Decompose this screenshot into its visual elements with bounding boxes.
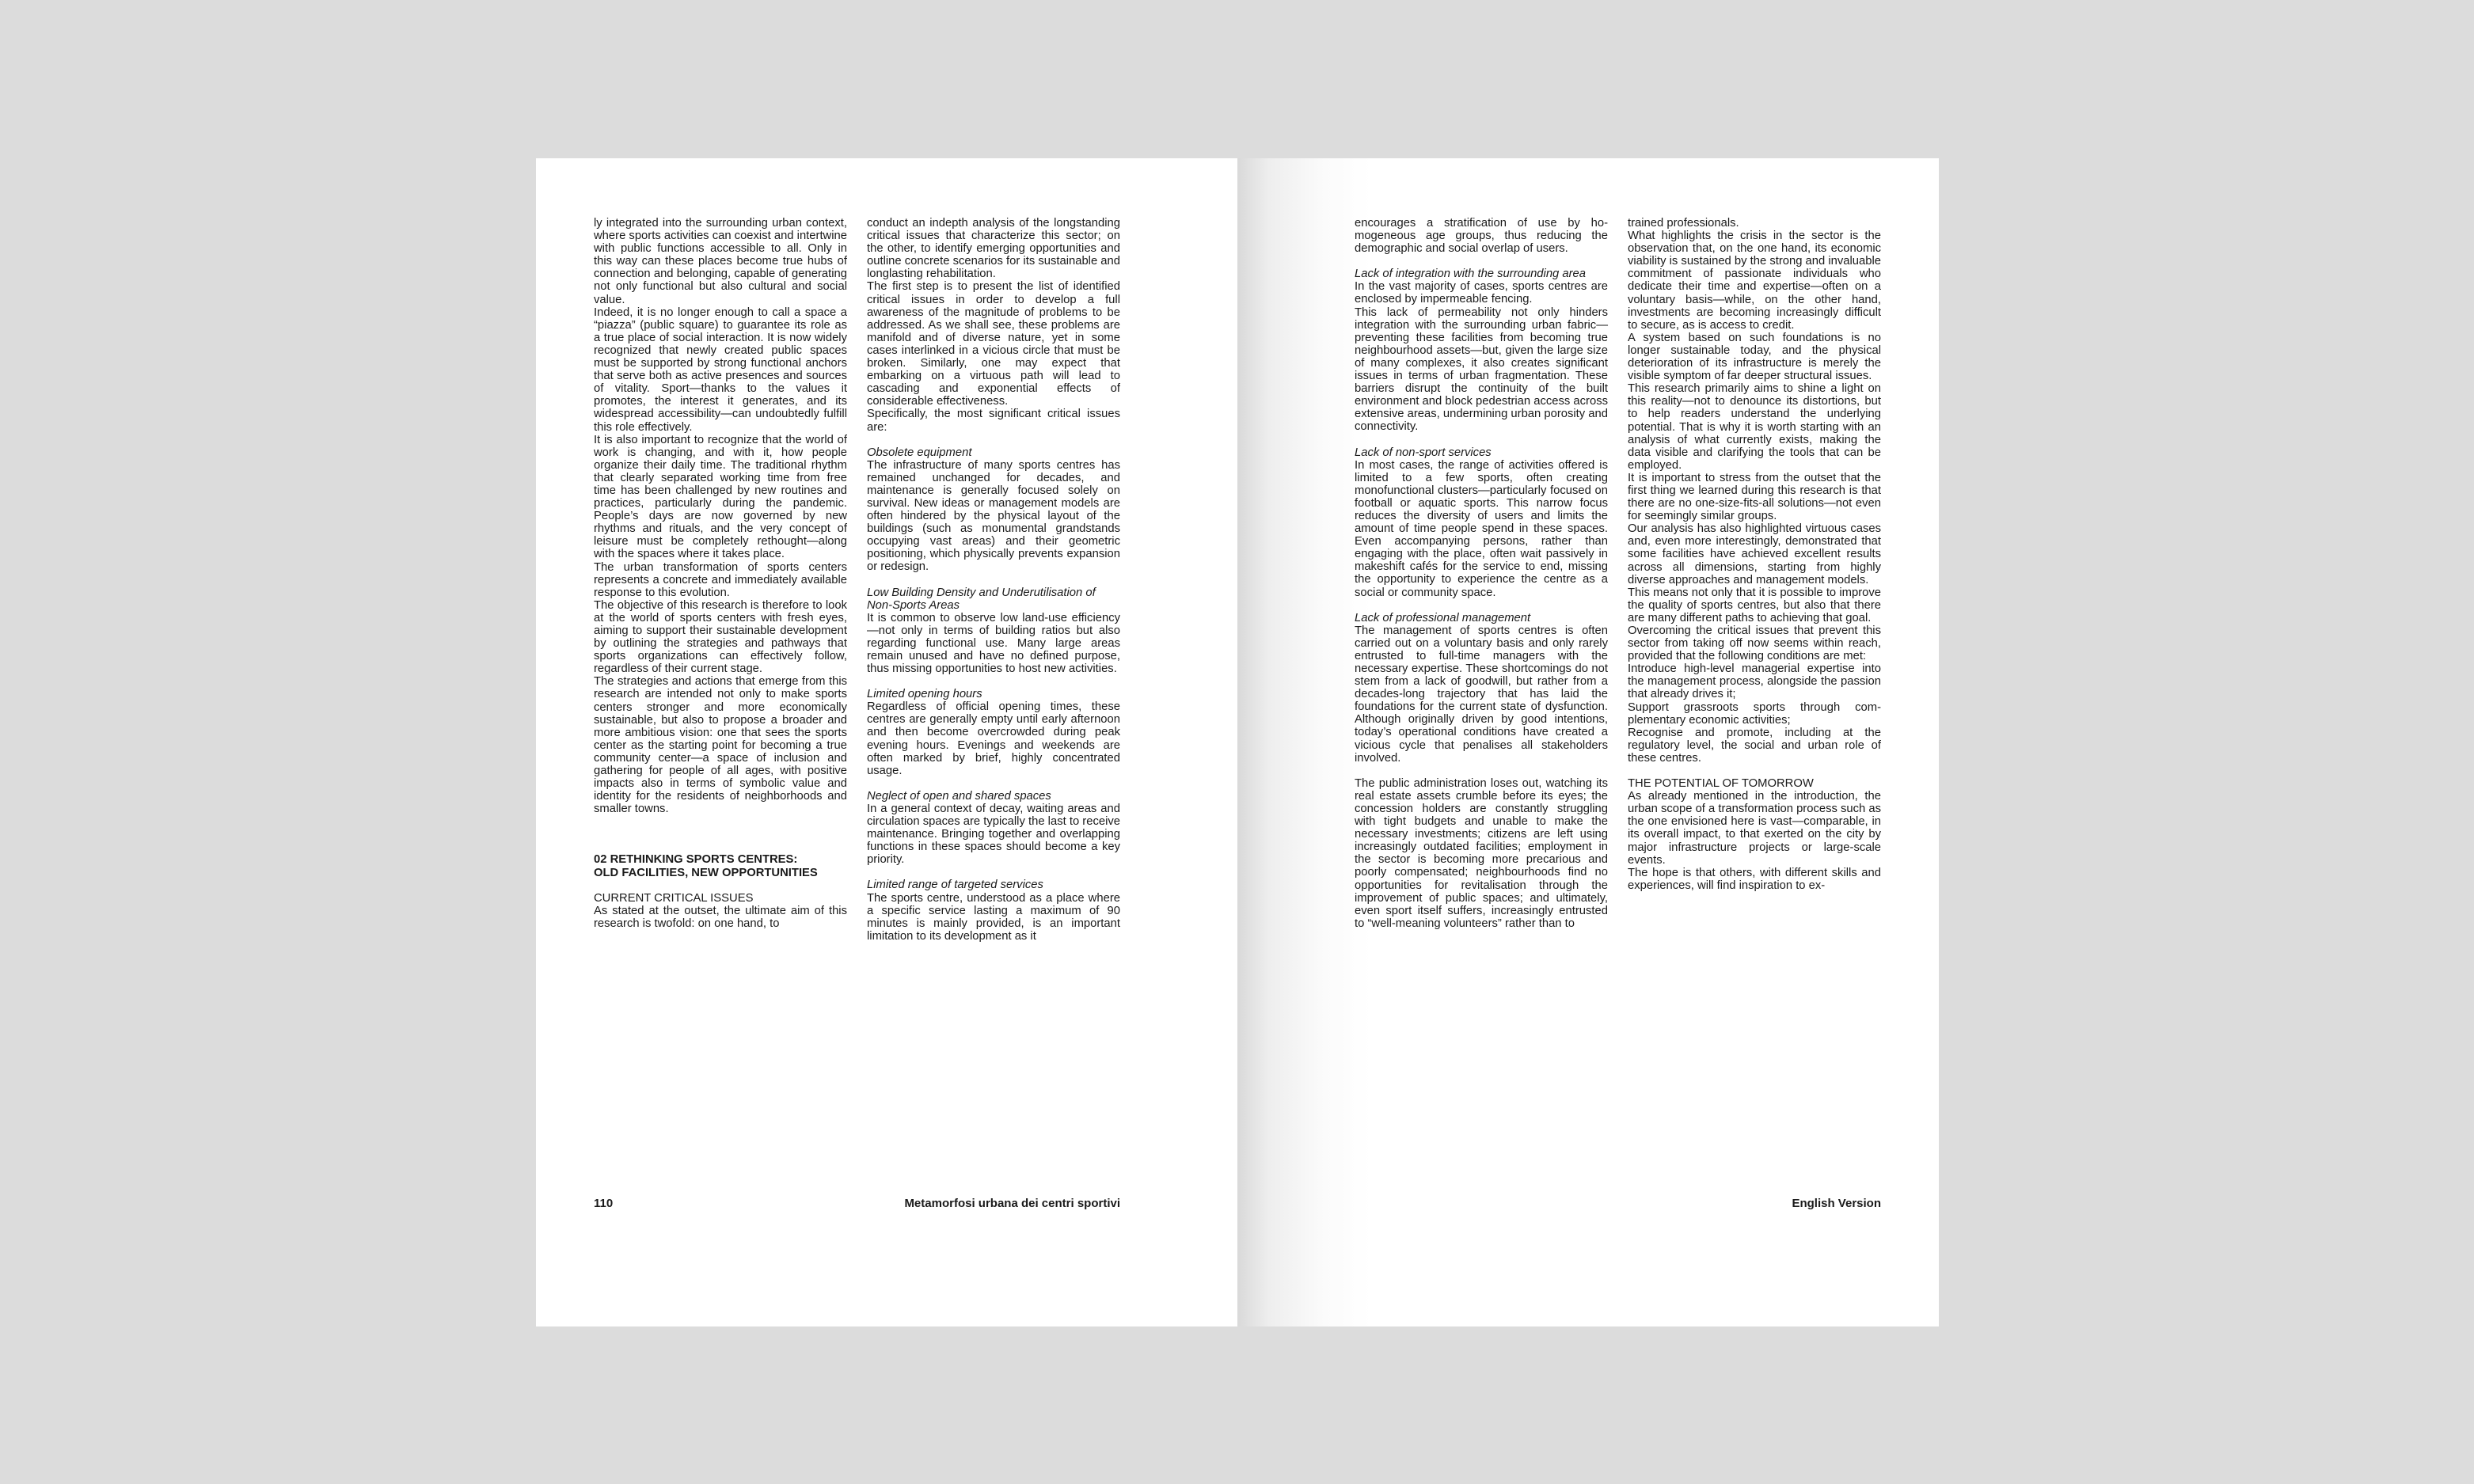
paragraph: conduct an indepth analysis of the longstanding critical issues that characterize this sector; on the other, to identify emerging opportunities and outline concrete scenarios for its sustainable and longlasting rehabilitation.	[867, 217, 1120, 281]
paragraph: Overcoming the critical issues that prevent this sector from taking off now seems within reach, provided that the following conditions are met:	[1628, 624, 1881, 663]
issue-text: It is common to observe low land-use efficiency—not only in terms of building ratios but also regarding functional use. Many large areas remain unused and have no defined purpose, thus missing opportunities to host new activities.	[867, 611, 1120, 676]
issue-title: Limited opening hours	[867, 688, 982, 701]
issue-text: In a general context of decay, waiting areas and circulation spaces are typically the last to receive maintenance. Bringing together and overlapping functions in these spaces should become a key priority.	[867, 802, 1120, 867]
paragraph: A system based on such foundations is no longer sustainable today, and the physical deterioration of its infrastructure is merely the visible symptom of far deeper structural issues.	[1628, 331, 1881, 383]
page-number: 110	[594, 1197, 614, 1210]
list-item: Recognise and promote, including at the regulatory level, the social and urban role of these centres.	[1628, 726, 1881, 765]
right-page-column-2	[1628, 217, 1881, 892]
left-page-column-2	[867, 217, 1120, 943]
issue-title: Obsolete equipment	[867, 446, 972, 459]
section-heading-line-1: 02 RETHINKING SPORTS CENTRES:	[594, 853, 798, 867]
issue-text: The infrastructure of many sports centres has remained unchanged for decades, and maintenance is generally focused solely on survival. New ideas or management models are often hindered by the physical layout of the buildings (such as monumental grandstands occupying vast areas) and their geometric positioning, which physically prevents expansion or redesign.	[867, 458, 1120, 574]
section-heading-line-2: OLD FACILITIES, NEW OPPORTUNITIES	[594, 866, 818, 879]
paragraph: The hope is that others, with different skills and experiences, will find inspiration to ex-	[1628, 866, 1881, 892]
list-item: Introduce high-level managerial expertise into the management process, alongside the passion that already drives it;	[1628, 662, 1881, 701]
issue-text: This lack of permeability not only hinders integration with the surrounding urban fabric—preventing these facilities from becoming true neighbourhood assets—but, given the large size of many complexes, it also creates significant issues in terms of urban fragmentation. These barriers disrupt the continuity of the built environment and block pedestrian access across extensive areas, undermining urban porosity and connectivity.	[1355, 306, 1608, 434]
paragraph: The strategies and actions that emerge from this research are intended not only to make sports centers stronger and more economically sustainable, but also to propose a broader and more ambitious vision: one that sees the sports center as the starting point for becoming a true community center—a space of inclusion and gathering for people of all ages, with positive impacts also in terms of symbolic value and identity for the residents of neighborhoods and smaller towns.	[594, 675, 847, 816]
paragraph: encourages a stratification of use by homogeneous age groups, thus reducing the demographic and social overlap of users.	[1355, 217, 1608, 256]
right-page-column-1	[1355, 217, 1608, 930]
section-heading	[594, 853, 847, 879]
paragraph: This research primarily aims to shine a light on this reality—not to denounce its distortions, but to help readers understand the underlying potential. That is why it is worth starting with an analysis of what currently exists, making the data visible and clarifying the tools that can be employed.	[1628, 382, 1881, 472]
issue-title: Lack of integration with the surrounding area	[1355, 268, 1587, 281]
paragraph: Indeed, it is no longer enough to call a space a “piazza” (public square) to guarantee its role as a true place of social interaction. It is now widely recognized that newly created public spaces must be supported by strong functional anchors that serve both as active presences and sources of vitality. Sport—thanks to the values it promotes, the interest it generates, and its widespread accessibility—can undoubtedly fulfill this role effectively.	[594, 306, 847, 434]
left-page-column-1	[594, 217, 847, 930]
issue-title: Limited range of targeted services	[867, 879, 1043, 892]
paragraph: It is important to stress from the outset that the first thing we learned during this research is that there are no one-size-fits-all solutions—not even for seemingly similar groups.	[1628, 471, 1881, 523]
issue-text: The management of sports centres is often carried out on a voluntary basis and only rarely entrusted to full-time managers with the necessary expertise. These shortcomings do not stem from a lack of goodwill, but rather from a decades-long trajectory that has laid the foundations for the current state of dysfunction. Although originally driven by good intentions, today’s operational conditions have created a vicious cycle that penalises all stakeholders involved.	[1355, 624, 1608, 765]
paragraph: trained professionals.	[1628, 217, 1739, 230]
paragraph: As stated at the outset, the ultimate aim of this research is twofold: on one hand, to	[594, 904, 847, 930]
section-heading: THE POTENTIAL OF TOMORROW	[1628, 777, 1814, 791]
running-title: Metamorfosi urbana dei centri sportivi	[904, 1197, 1120, 1210]
paragraph: Specifically, the most significant critical issues are:	[867, 408, 1120, 434]
issue-title: Neglect of open and shared spaces	[867, 789, 1051, 803]
issue-text: The sports centre, understood as a place where a specific service lasting a maximum of 90 minutes is mainly provided, is an important limitation to its development as it	[867, 891, 1120, 943]
issue-title: Lack of non-sport services	[1355, 446, 1492, 459]
paragraph: What highlights the crisis in the sector is the observation that, on the one hand, its economic viability is sustained by the strong and invaluable commitment of passionate individuals who dedicate their time and expertise—often on a voluntary basis—while, on the other hand, investments are becoming increasingly difficult to secure, as is access to credit.	[1628, 230, 1881, 332]
list-item: Support grassroots sports through complementary economic activities;	[1628, 700, 1881, 727]
issue-text: In most cases, the range of activities offered is limited to a few sports, often creating monofunctional clusters—particularly focused on football or aquatic sports. This narrow focus reduces the diversity of users and limits the amount of time people spend in these spaces. Even accompanying persons, rather than engaging with the place, often wait passively in makeshift cafés for the service to end, missing the opportunity to experience the centre as a social or community space.	[1355, 458, 1608, 599]
right-page	[1237, 158, 1939, 1326]
running-title: English Version	[1792, 1197, 1881, 1210]
paragraph: This means not only that it is possible to improve the quality of sports centres, but also that there are many different paths to achieving that goal.	[1628, 586, 1881, 624]
paragraph: ly integrated into the surrounding urban context, where sports activities can coexist and intertwine with public functions accessible to all. Only in this way can these places become true hubs of connection and belonging, capable of generating not only functional but also cultural and social value.	[594, 217, 847, 306]
paragraph: The first step is to present the list of identified critical issues in order to develop a full awareness of the magnitude of problems to be addressed. As we shall see, these problems are manifold and of diverse nature, yet in some cases interlinked in a vicious circle that must be broken. Similarly, one may expect that embarking on a virtuous path will lead to cascading and exponential effects of considerable effectiveness.	[867, 280, 1120, 408]
paragraph: The urban transformation of sports centers represents a concrete and immediately available response to this evolution.	[594, 560, 847, 599]
paragraph: As already mentioned in the introduction, the urban scope of a transformation process such as the one envisioned here is vast—comparable, in its overall impact, to that exerted on the city by major infrastructure projects or large-scale events.	[1628, 790, 1881, 867]
paragraph: It is also important to recognize that the world of work is changing, and with it, how people organize their daily time. The traditional rhythm that clearly separated working time from free time has been challenged by new routines and practices, particularly during the pandemic. People’s days are now governed by new rhythms and rituals, and the very concept of leisure must be completely rethought—along with the spaces where it takes place.	[594, 433, 847, 561]
issue-text: Regardless of official opening times, these centres are generally empty until early afternoon and then become overcrowded during peak evening hours. Evenings and weekends are often marked by brief, highly concentrated usage.	[867, 700, 1120, 777]
paragraph: The public administration loses out, watching its real estate assets crumble before its eyes; the concession holders are constantly struggling with tight budgets and unable to make the necessary investments; citizens are left using increasingly outdated facilities; employment in the sector is becoming more precarious and poorly compensated; neighbourhoods find no opportunities for revitalisation through the improvement of public spaces; and ultimately, even sport itself suffers, increasingly entrusted to “well-meaning volunteers” rather than to	[1355, 776, 1608, 930]
issue-title: Lack of professional management	[1355, 611, 1531, 624]
subheading: CURRENT CRITICAL ISSUES	[594, 891, 754, 905]
paragraph: Our analysis has also highlighted virtuous cases and, even more interestingly, demonstrated that some facilities have achieved excellent results across all dimensions, starting from highly diverse approaches and management models.	[1628, 522, 1881, 586]
left-page	[536, 158, 1237, 1326]
issue-title: Low Building Density and Underutilisation of Non-Sports Areas	[867, 586, 1096, 612]
paragraph: The objective of this research is therefore to look at the world of sports centers with fresh eyes, aiming to support their sustainable development by outlining the strategies and pathways that sports organizations can effectively follow, regardless of their current stage.	[594, 598, 847, 676]
issue-text: In the vast majority of cases, sports centres are enclosed by impermeable fencing.	[1355, 280, 1608, 306]
book-spread	[536, 158, 1939, 1326]
